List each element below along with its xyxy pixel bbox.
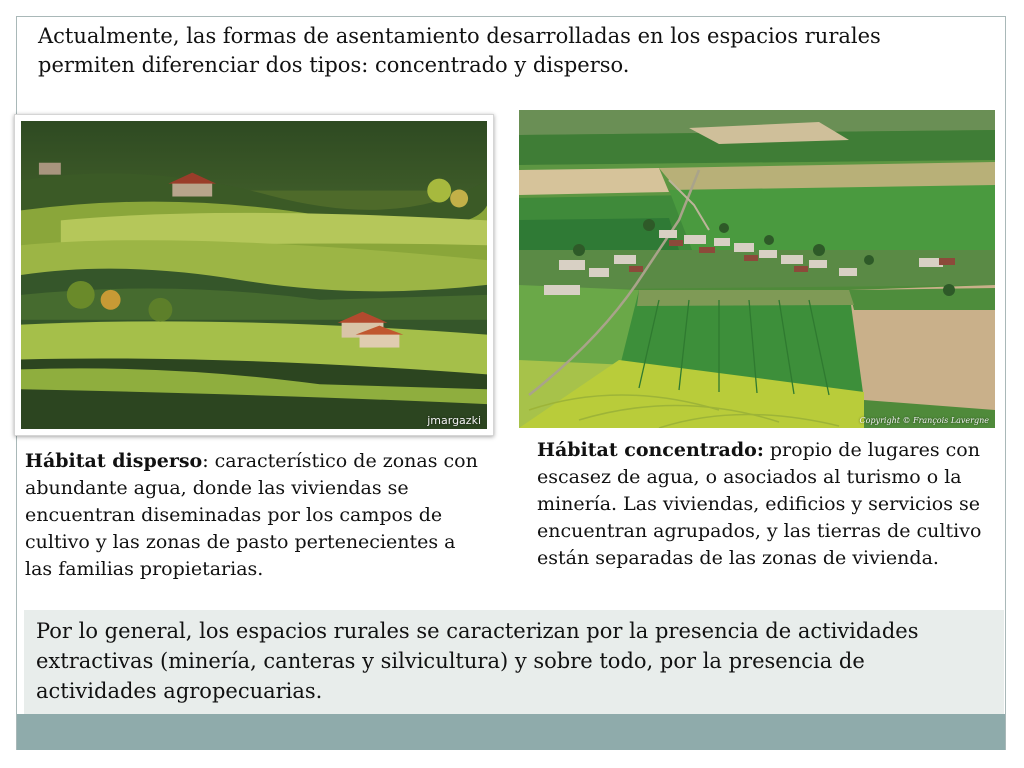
concentrated-habitat-description: propio de lugares con escasez de agua, o asociados al turismo o la minería. Las viviendas, edificios y servicios se encuentran agrupados, y las tierras de cultivo están separadas de las zonas de vivienda. xyxy=(537,439,982,569)
summary-box xyxy=(24,610,1004,714)
concentrated-habitat-term: Hábitat concentrado: xyxy=(537,439,764,461)
dispersed-habitat-term: Hábitat disperso xyxy=(25,450,203,472)
summary-text: Por lo general, los espacios rurales se caracterizan por la presencia de actividades extractivas (minería, canteras y silvicultura) y sobre todo, por la presencia de actividades agropecuarias. xyxy=(36,619,919,703)
dispersed-habitat-description: : característico de zonas con abundante agua, donde las viviendas se encuentran diseminadas por los campos de cultivo y las zonas de pasto pertenecientes a las familias propietarias. xyxy=(25,450,478,580)
dispersed-habitat-caption xyxy=(25,448,485,583)
footer-bar xyxy=(17,714,1005,750)
intro-text: Actualmente, las formas de asentamiento desarrolladas en los espacios rurales permiten diferenciar dos tipos: concentrado y disperso. xyxy=(38,24,881,77)
dispersed-habitat-photo xyxy=(14,114,494,436)
photo-watermark: Copyright © François Lavergne xyxy=(859,416,989,425)
concentrated-habitat-caption xyxy=(537,437,987,572)
concentrated-habitat-photo xyxy=(519,110,995,428)
photo-watermark: jmargazki xyxy=(427,414,481,427)
